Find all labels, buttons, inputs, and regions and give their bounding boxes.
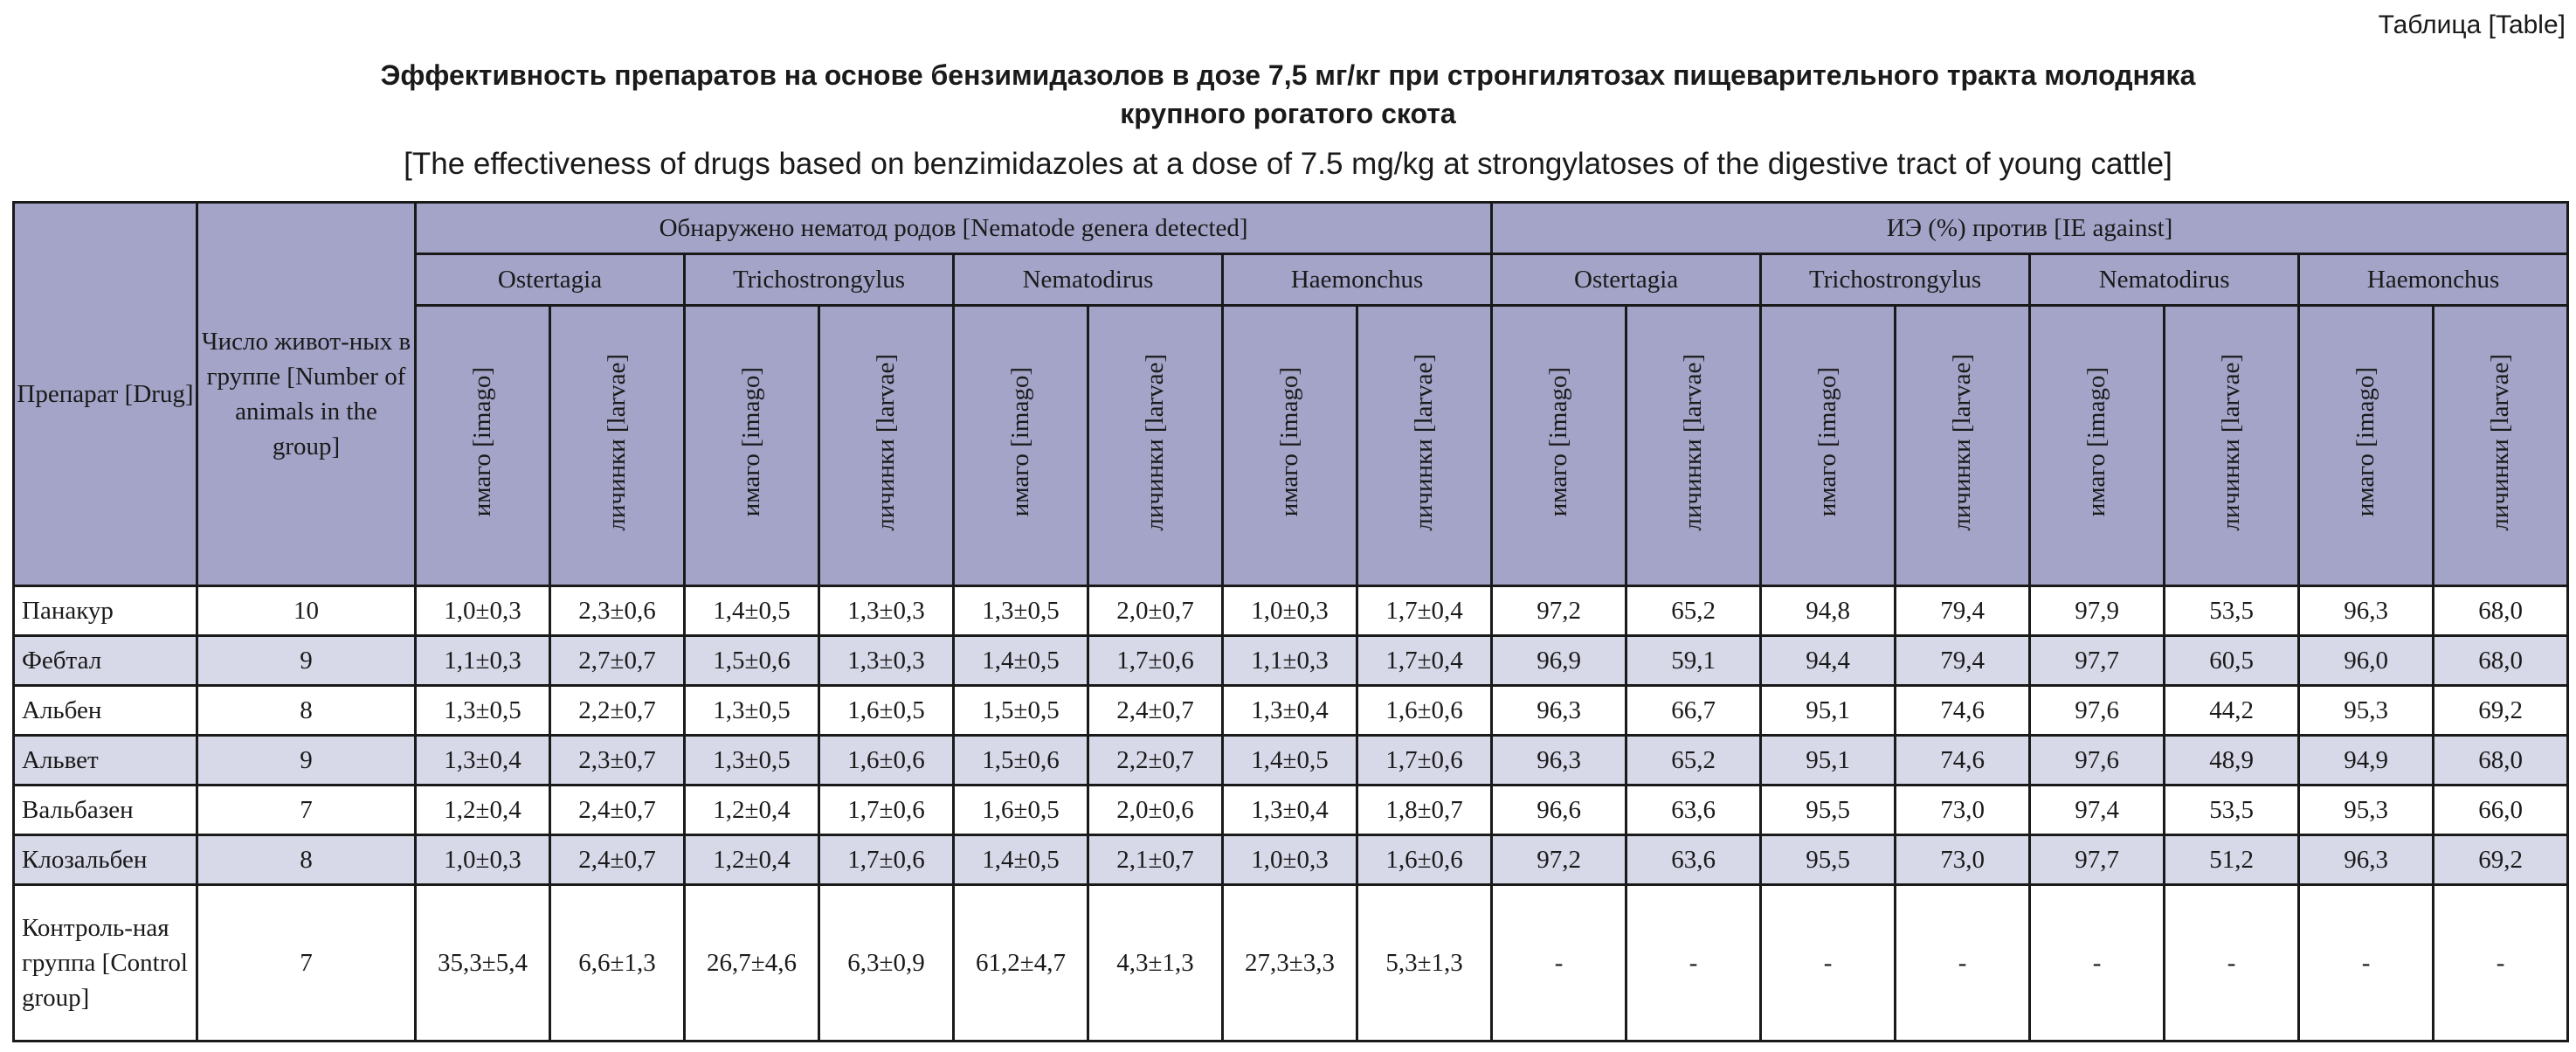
table-label: Таблица [Table] xyxy=(2378,10,2566,39)
drug-name-cell: Контроль-ная группа [Control group] xyxy=(14,885,197,1042)
ie-percent-cell: 97,7 xyxy=(2030,835,2165,885)
ie-percent-cell: 63,6 xyxy=(1626,786,1761,835)
ie-percent-cell: 96,0 xyxy=(2299,636,2434,686)
header-stage-larvae-label: личинки [larvae] xyxy=(603,353,631,531)
ie-percent-cell: - xyxy=(1492,885,1626,1042)
header-stage-larvae xyxy=(550,306,685,586)
header-stage-larvae xyxy=(1626,306,1761,586)
nematode-count-cell: 1,5±0,6 xyxy=(954,736,1088,786)
header-stage-imago-label: имаго [imago] xyxy=(1544,367,1573,517)
ie-percent-cell: 65,2 xyxy=(1626,736,1761,786)
header-stage-larvae-label: личинки [larvae] xyxy=(1948,353,1977,531)
ie-percent-cell: - xyxy=(1761,885,1896,1042)
efficacy-table xyxy=(12,201,2569,1042)
ie-percent-cell: 97,9 xyxy=(2030,586,2165,636)
ie-percent-cell: 79,4 xyxy=(1896,636,2030,686)
nematode-count-cell: 2,3±0,6 xyxy=(550,586,685,636)
drug-name-cell: Клозальбен xyxy=(14,835,197,885)
nematode-count-cell: 5,3±1,3 xyxy=(1357,885,1492,1042)
nematode-count-cell: 2,1±0,7 xyxy=(1088,835,1223,885)
table-row xyxy=(14,636,2568,686)
header-genus: Haemonchus xyxy=(1223,254,1492,306)
header-nematodes-detected: Обнаружено нематод родов [Nematode genera detected] xyxy=(416,203,1492,254)
header-stage-larvae-label: личинки [larvae] xyxy=(2486,353,2515,531)
nematode-count-cell: 1,4±0,5 xyxy=(954,835,1088,885)
animal-count-cell: 8 xyxy=(197,686,416,736)
nematode-count-cell: 1,5±0,6 xyxy=(685,636,819,686)
ie-percent-cell: 53,5 xyxy=(2165,786,2299,835)
ie-percent-cell: 95,5 xyxy=(1761,786,1896,835)
header-stage-larvae xyxy=(819,306,954,586)
nematode-count-cell: 1,6±0,6 xyxy=(1357,835,1492,885)
ie-percent-cell: 74,6 xyxy=(1896,686,2030,736)
ie-percent-cell: 97,4 xyxy=(2030,786,2165,835)
nematode-count-cell: 1,2±0,4 xyxy=(416,786,550,835)
nematode-count-cell: 1,0±0,3 xyxy=(416,835,550,885)
header-stage-imago xyxy=(2299,306,2434,586)
ie-percent-cell: 96,3 xyxy=(2299,835,2434,885)
nematode-count-cell: 1,3±0,4 xyxy=(1223,686,1357,736)
header-stage-larvae xyxy=(1357,306,1492,586)
header-stage-larvae xyxy=(2165,306,2299,586)
header-stage-larvae xyxy=(1088,306,1223,586)
title-russian xyxy=(0,56,2576,133)
ie-percent-cell: - xyxy=(2434,885,2568,1042)
table-row xyxy=(14,736,2568,786)
nematode-count-cell: 1,3±0,3 xyxy=(819,586,954,636)
ie-percent-cell: 69,2 xyxy=(2434,686,2568,736)
nematode-count-cell: 6,3±0,9 xyxy=(819,885,954,1042)
ie-percent-cell: 73,0 xyxy=(1896,786,2030,835)
ie-percent-cell: 73,0 xyxy=(1896,835,2030,885)
title-russian-line-1: Эффективность препаратов на основе бензимидазолов в дозе 7,5 мг/кг при стронгилятозах пищеварительного тракта молодняка xyxy=(380,59,2196,91)
nematode-count-cell: 6,6±1,3 xyxy=(550,885,685,1042)
nematode-count-cell: 1,7±0,6 xyxy=(819,835,954,885)
nematode-count-cell: 2,4±0,7 xyxy=(550,786,685,835)
nematode-count-cell: 1,6±0,6 xyxy=(1357,686,1492,736)
header-stage-imago xyxy=(2030,306,2165,586)
ie-percent-cell: - xyxy=(1626,885,1761,1042)
title-russian-line-2: крупного рогатого скота xyxy=(1120,98,1456,129)
ie-percent-cell: 97,6 xyxy=(2030,736,2165,786)
header-drug: Препарат [Drug] xyxy=(14,203,197,586)
header-genus: Nematodirus xyxy=(2030,254,2299,306)
ie-percent-cell: 66,0 xyxy=(2434,786,2568,835)
header-stage-imago-label: имаго [imago] xyxy=(2352,367,2380,517)
nematode-count-cell: 1,3±0,5 xyxy=(416,686,550,736)
nematode-count-cell: 61,2±4,7 xyxy=(954,885,1088,1042)
ie-percent-cell: 97,6 xyxy=(2030,686,2165,736)
nematode-count-cell: 1,4±0,5 xyxy=(954,636,1088,686)
nematode-count-cell: 2,7±0,7 xyxy=(550,636,685,686)
ie-percent-cell: 96,3 xyxy=(1492,736,1626,786)
header-stage-larvae-label: личинки [larvae] xyxy=(872,353,900,531)
header-stage-imago-label: имаго [imago] xyxy=(1275,367,1303,517)
header-stage-larvae xyxy=(2434,306,2568,586)
nematode-count-cell: 1,6±0,5 xyxy=(954,786,1088,835)
header-stage-imago-label: имаго [imago] xyxy=(737,367,765,517)
table-row xyxy=(14,835,2568,885)
header-stage-imago xyxy=(685,306,819,586)
ie-percent-cell: 68,0 xyxy=(2434,736,2568,786)
nematode-count-cell: 1,6±0,6 xyxy=(819,736,954,786)
header-stage-imago xyxy=(1761,306,1896,586)
ie-percent-cell: 95,5 xyxy=(1761,835,1896,885)
header-stage-larvae-label: личинки [larvae] xyxy=(2217,353,2246,531)
ie-percent-cell: 95,3 xyxy=(2299,686,2434,736)
ie-percent-cell: 95,1 xyxy=(1761,736,1896,786)
drug-name-cell: Панакур xyxy=(14,586,197,636)
nematode-count-cell: 1,7±0,6 xyxy=(819,786,954,835)
nematode-count-cell: 27,3±3,3 xyxy=(1223,885,1357,1042)
ie-percent-cell: 44,2 xyxy=(2165,686,2299,736)
header-genus: Ostertagia xyxy=(1492,254,1761,306)
nematode-count-cell: 1,0±0,3 xyxy=(1223,835,1357,885)
header-genus: Ostertagia xyxy=(416,254,685,306)
header-genus: Haemonchus xyxy=(2299,254,2568,306)
ie-percent-cell: 65,2 xyxy=(1626,586,1761,636)
nematode-count-cell: 2,2±0,7 xyxy=(550,686,685,736)
nematode-count-cell: 1,1±0,3 xyxy=(1223,636,1357,686)
ie-percent-cell: 59,1 xyxy=(1626,636,1761,686)
ie-percent-cell: 96,9 xyxy=(1492,636,1626,686)
ie-percent-cell: 53,5 xyxy=(2165,586,2299,636)
ie-percent-cell: - xyxy=(1896,885,2030,1042)
header-genus: Nematodirus xyxy=(954,254,1223,306)
ie-percent-cell: 95,1 xyxy=(1761,686,1896,736)
nematode-count-cell: 2,0±0,7 xyxy=(1088,586,1223,636)
nematode-count-cell: 1,0±0,3 xyxy=(416,586,550,636)
nematode-count-cell: 1,3±0,5 xyxy=(685,686,819,736)
header-stage-larvae-label: личинки [larvae] xyxy=(1141,353,1169,531)
table-header xyxy=(14,203,2568,586)
nematode-count-cell: 1,4±0,5 xyxy=(685,586,819,636)
ie-percent-cell: 94,4 xyxy=(1761,636,1896,686)
header-stage-imago xyxy=(954,306,1088,586)
ie-percent-cell: 68,0 xyxy=(2434,586,2568,636)
drug-name-cell: Альбен xyxy=(14,686,197,736)
ie-percent-cell: - xyxy=(2165,885,2299,1042)
ie-percent-cell: 96,3 xyxy=(1492,686,1626,736)
ie-percent-cell: - xyxy=(2030,885,2165,1042)
nematode-count-cell: 1,2±0,4 xyxy=(685,835,819,885)
header-stage-imago xyxy=(1492,306,1626,586)
ie-percent-cell: 94,8 xyxy=(1761,586,1896,636)
header-stage-imago xyxy=(416,306,550,586)
ie-percent-cell: 79,4 xyxy=(1896,586,2030,636)
nematode-count-cell: 1,8±0,7 xyxy=(1357,786,1492,835)
nematode-count-cell: 2,0±0,6 xyxy=(1088,786,1223,835)
header-stage-larvae-label: личинки [larvae] xyxy=(1410,353,1439,531)
nematode-count-cell: 1,7±0,4 xyxy=(1357,636,1492,686)
title-english: [The effectiveness of drugs based on benzimidazoles at a dose of 7.5 mg/kg at strongylatoses of the digestive tract of young cattle] xyxy=(404,147,2172,181)
ie-percent-cell: 97,2 xyxy=(1492,586,1626,636)
header-animal-count: Число живот-ных в группе [Number of animals in the group] xyxy=(197,203,416,586)
animal-count-cell: 7 xyxy=(197,786,416,835)
nematode-count-cell: 4,3±1,3 xyxy=(1088,885,1223,1042)
header-stage-imago-label: имаго [imago] xyxy=(1006,367,1034,517)
ie-percent-cell: 96,6 xyxy=(1492,786,1626,835)
nematode-count-cell: 2,3±0,7 xyxy=(550,736,685,786)
nematode-count-cell: 35,3±5,4 xyxy=(416,885,550,1042)
nematode-count-cell: 1,3±0,4 xyxy=(1223,786,1357,835)
table-row xyxy=(14,786,2568,835)
header-stage-imago-label: имаго [imago] xyxy=(1813,367,1842,517)
nematode-count-cell: 2,4±0,7 xyxy=(550,835,685,885)
header-genus: Trichostrongylus xyxy=(685,254,954,306)
nematode-count-cell: 2,2±0,7 xyxy=(1088,736,1223,786)
ie-percent-cell: 97,7 xyxy=(2030,636,2165,686)
ie-percent-cell: 51,2 xyxy=(2165,835,2299,885)
ie-percent-cell: 96,3 xyxy=(2299,586,2434,636)
nematode-count-cell: 1,5±0,5 xyxy=(954,686,1088,736)
header-ie-against: ИЭ (%) против [IE against] xyxy=(1492,203,2568,254)
drug-name-cell: Вальбазен xyxy=(14,786,197,835)
nematode-count-cell: 1,1±0,3 xyxy=(416,636,550,686)
header-stage-imago-label: имаго [imago] xyxy=(2082,367,2111,517)
nematode-count-cell: 26,7±4,6 xyxy=(685,885,819,1042)
ie-percent-cell: 63,6 xyxy=(1626,835,1761,885)
header-genus: Trichostrongylus xyxy=(1761,254,2030,306)
nematode-count-cell: 1,3±0,5 xyxy=(685,736,819,786)
header-stage-larvae-label: личинки [larvae] xyxy=(1679,353,1708,531)
header-stage-imago-label: имаго [imago] xyxy=(468,367,496,517)
nematode-count-cell: 2,4±0,7 xyxy=(1088,686,1223,736)
animal-count-cell: 9 xyxy=(197,736,416,786)
ie-percent-cell: 97,2 xyxy=(1492,835,1626,885)
ie-percent-cell: 74,6 xyxy=(1896,736,2030,786)
nematode-count-cell: 1,3±0,4 xyxy=(416,736,550,786)
header-stage-imago xyxy=(1223,306,1357,586)
nematode-count-cell: 1,7±0,4 xyxy=(1357,586,1492,636)
animal-count-cell: 7 xyxy=(197,885,416,1042)
ie-percent-cell: 94,9 xyxy=(2299,736,2434,786)
drug-name-cell: Альвет xyxy=(14,736,197,786)
ie-percent-cell: 95,3 xyxy=(2299,786,2434,835)
ie-percent-cell: - xyxy=(2299,885,2434,1042)
animal-count-cell: 9 xyxy=(197,636,416,686)
nematode-count-cell: 1,3±0,5 xyxy=(954,586,1088,636)
animal-count-cell: 10 xyxy=(197,586,416,636)
header-stage-larvae xyxy=(1896,306,2030,586)
ie-percent-cell: 66,7 xyxy=(1626,686,1761,736)
drug-name-cell: Фебтал xyxy=(14,636,197,686)
ie-percent-cell: 60,5 xyxy=(2165,636,2299,686)
ie-percent-cell: 69,2 xyxy=(2434,835,2568,885)
ie-percent-cell: 68,0 xyxy=(2434,636,2568,686)
animal-count-cell: 8 xyxy=(197,835,416,885)
nematode-count-cell: 1,0±0,3 xyxy=(1223,586,1357,636)
table-row xyxy=(14,686,2568,736)
table-body xyxy=(14,586,2568,1042)
nematode-count-cell: 1,7±0,6 xyxy=(1088,636,1223,686)
nematode-count-cell: 1,7±0,6 xyxy=(1357,736,1492,786)
ie-percent-cell: 48,9 xyxy=(2165,736,2299,786)
table-row xyxy=(14,885,2568,1042)
nematode-count-cell: 1,3±0,3 xyxy=(819,636,954,686)
nematode-count-cell: 1,2±0,4 xyxy=(685,786,819,835)
nematode-count-cell: 1,4±0,5 xyxy=(1223,736,1357,786)
nematode-count-cell: 1,6±0,5 xyxy=(819,686,954,736)
table-row xyxy=(14,586,2568,636)
